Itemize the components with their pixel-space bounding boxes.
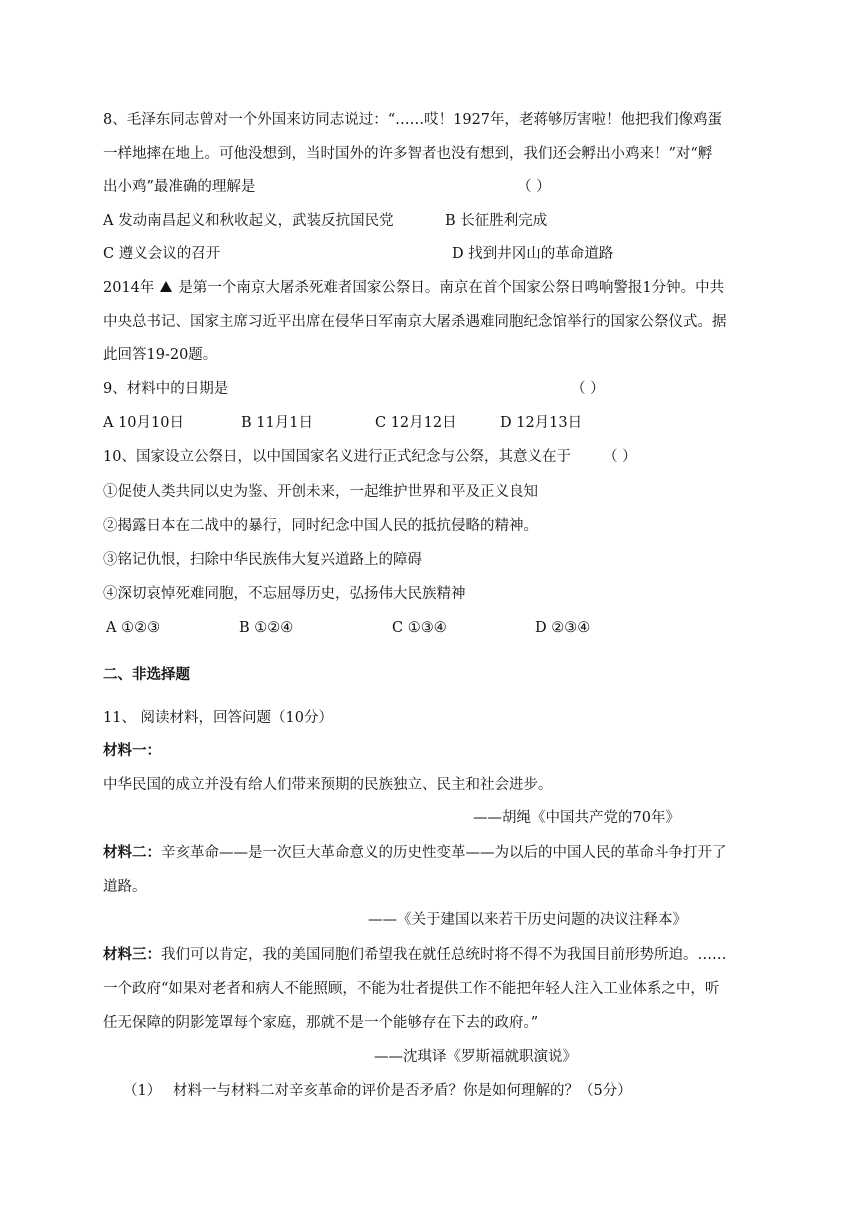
q10-answer-paren: （ ） — [603, 449, 637, 465]
q8-line-3: 出小鸡”最准确的理解是 — [103, 179, 256, 195]
q8-option-b: B 长征胜利完成 — [445, 213, 548, 229]
q10-option-d: D ②③④ — [535, 620, 591, 636]
q10-item-2: ②揭露日本在二战中的暴行，同时纪念中国人民的抵抗侵略的精神。 — [103, 518, 538, 534]
material-2-line-1 — [103, 843, 727, 863]
q9-option-c: C 12月12日 — [375, 415, 457, 431]
material-2-label: 材料二： — [103, 844, 161, 861]
q10-option-c: C ①③④ — [392, 620, 447, 636]
material-3-line-3: 任无保障的阴影笼罩每个家庭，那就不是一个能够存在下去的政府。” — [103, 1015, 539, 1031]
material-1-text: 中华民国的成立并没有给人们带来预期的民族独立、民主和社会进步。 — [103, 777, 553, 793]
sub-question-1-text: 材料一与材料二对辛亥革命的评价是否矛盾？你是如何理解的？（5分） — [173, 1083, 632, 1099]
intro-line-2: 中央总书记、国家主席习近平出席在侵华日军南京大屠杀遇难同胞纪念馆举行的国家公祭仪式。据 — [103, 314, 727, 330]
q9-option-b: B 11月1日 — [241, 415, 313, 431]
q8-answer-paren: （ ） — [517, 179, 551, 195]
q8-option-d: D 找到井冈山的革命道路 — [452, 246, 614, 262]
material-2-line-2: 道路。 — [103, 879, 147, 895]
q9-text: 9、材料中的日期是 — [103, 381, 229, 397]
material-3-source: ——沈琪译《罗斯福就职演说》 — [374, 1049, 577, 1065]
q10-item-3: ③铭记仇恨，扫除中华民族伟大复兴道路上的障碍 — [103, 552, 422, 568]
material-1-source: ——胡绳《中国共产党的70年》 — [473, 810, 680, 826]
material-1-label: 材料一： — [103, 742, 161, 759]
intro-line-3: 此回答19-20题。 — [103, 347, 218, 363]
q8-line-1: 8、毛泽东同志曾对一个外国来访同志说过：“……哎！1927年，老蒋够厉害啦！他把我们像鸡蛋 — [103, 112, 723, 128]
q8-option-a: A 发动南昌起义和秋收起义，武装反抗国民党 — [103, 213, 394, 229]
q10-item-4: ④深切哀悼死难同胞，不忘屈辱历史，弘扬伟大民族精神 — [103, 586, 466, 602]
q10-option-a: A ①②③ — [106, 620, 161, 636]
q10-text: 10、国家设立公祭日，以中国国家名义进行正式纪念与公祭，其意义在于 — [103, 449, 571, 465]
q11-title: 11、 阅读材料，回答问题（10分） — [103, 710, 334, 726]
material-2-text: 辛亥革命——是一次巨大革命意义的历史性变革——为以后的中国人民的革命斗争打开了 — [161, 845, 727, 861]
q10-option-b: B ①②④ — [239, 620, 294, 636]
material-3-label: 材料三： — [103, 946, 161, 963]
material-3-line-2: 一个政府“如果对老者和病人不能照顾，不能为壮者提供工作不能把年轻人注入工业体系之中，听 — [103, 981, 720, 997]
q8-line-2: 一样地摔在地上。可他没想到，当时国外的许多智者也没有想到，我们还会孵出小鸡来！”对“孵 — [103, 146, 713, 162]
intro-year: 2014年 — [103, 280, 155, 296]
intro-line-1 — [103, 278, 724, 298]
q8-option-c: C 遵义会议的召开 — [103, 246, 221, 262]
q9-option-d: D 12月13日 — [500, 415, 583, 431]
q9-answer-paren: （ ） — [571, 381, 605, 397]
q10-item-1: ①促使人类共同以史为鉴、开创未来，一起维护世界和平及正义良知 — [103, 484, 538, 500]
section-title: 二、非选择题 — [103, 666, 190, 683]
triangle-icon — [160, 281, 172, 292]
material-2-source: ——《关于建国以来若干历史问题的决议注释本》 — [368, 912, 687, 928]
material-3-line-1 — [103, 945, 727, 965]
q9-option-a: A 10月10日 — [103, 415, 184, 431]
material-3-text: 我们可以肯定，我的美国同胞们希望我在就任总统时将不得不为我国目前形势所迫。…… — [161, 947, 727, 963]
sub-question-1-number: （1） — [123, 1083, 162, 1099]
intro-line-1-text: 是第一个南京大屠杀死难者国家公祭日。南京在首个国家公祭日鸣响警报1分钟。中共 — [178, 280, 725, 296]
